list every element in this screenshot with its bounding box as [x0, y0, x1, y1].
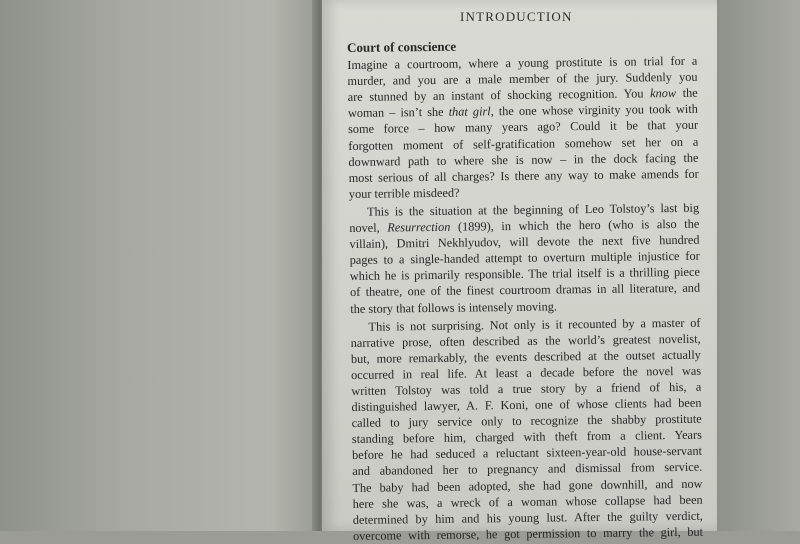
text-line: here she was, a wreck of a woman whose collapse had been: [352, 492, 703, 511]
background-surface: [717, 0, 800, 531]
text-line: occurred in real life. At least a decade before the novel was: [351, 363, 702, 382]
body-text: [347, 36, 703, 544]
text-line: overcome with remorse, he got permission to marry the girl, but: [352, 524, 704, 543]
text-line: This is not surprising. Not only is it recounted by a master of: [368, 315, 701, 334]
paragraph-2: [349, 200, 700, 317]
text-line: pages to a single-handed attempt to overturn multiple injustice for: [349, 248, 700, 268]
paragraph-3: [350, 314, 703, 544]
text-line: called to jury service only to recognize the shabby prostitute: [351, 411, 702, 431]
text-line: which he is primarily responsible. The trial itself is a thrilling piece: [349, 265, 700, 284]
text-line: Imagine a courtroom, where a young prostitute is on trial for a: [347, 53, 698, 73]
text-line: are stunned by an instant of shocking recognition. You know the: [347, 86, 698, 105]
text-line: The baby had been adopted, she had gone downhill, and now: [352, 476, 703, 495]
text-line: narrative prose, often described as the world’s greatest novelist,: [350, 331, 701, 350]
paragraph-1: [347, 53, 699, 202]
text-line: of theatre, one of the finest courtroom dramas in all literature, and: [349, 281, 701, 300]
running-head: INTRODUCTION: [460, 9, 573, 24]
text-line: and abandoned her to pregnancy and dismissal from service.: [352, 460, 703, 479]
text-line: forgotten moment of self-gratification somehow set her on a: [348, 134, 699, 153]
text-line: standing before him, charged with theft from a client. Years: [351, 427, 702, 447]
text-line: written Tolstoy was told a true story by a friend of his, a: [351, 379, 702, 398]
text-line: downward path to where she is now – in the dock facing the: [348, 150, 699, 169]
text-line: your terrible misdeed?: [348, 185, 460, 201]
section-heading: Court of conscience: [347, 38, 457, 55]
text-line: This is the situation at the beginning of Leo Tolstoy’s last big: [367, 200, 700, 219]
text-line: most serious of all charges? Is there any way to make amends for: [348, 166, 699, 185]
left-page: [0, 0, 318, 531]
text-line: villain), Dmitri Nekhlyudov, will devote the next five hundred: [349, 232, 700, 252]
text-line: determined by him and his young lust. After the guilty verdict,: [352, 508, 703, 527]
text-line: some force – how many years ago? Could it be that your: [348, 118, 699, 137]
text-line: murder, and you are a male member of the jury. Suddenly you: [347, 69, 698, 89]
text-line: before he had seduced a reluctant sixteen-year-old house-servant: [351, 444, 703, 463]
text-line: novel, Resurrection (1899), in which the hero (who is also the: [349, 216, 700, 236]
text-line: distinguished lawyer, A. F. Koni, one of whose clients had been: [351, 395, 702, 415]
text-line: but, more remarkably, the events described at the outset actually: [350, 347, 701, 366]
text-line: woman – isn’t she that girl, the one whose virginity you took with: [347, 102, 698, 121]
text-line: the story that follows is intensely moving.: [350, 298, 557, 316]
